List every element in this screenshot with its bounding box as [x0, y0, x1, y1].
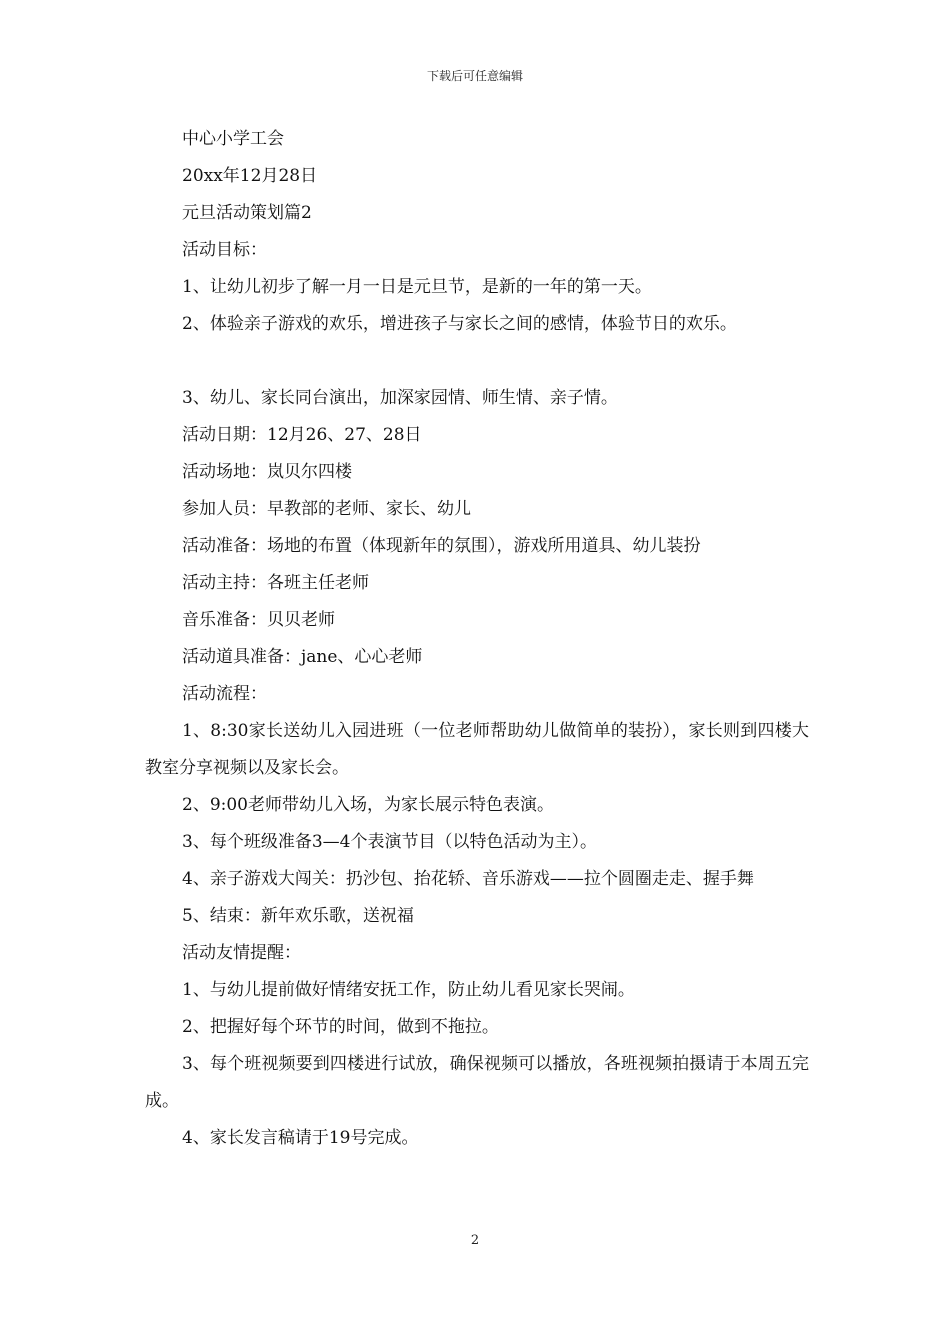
process-step-1: 1、8:30家长送幼儿入园进班（一位老师帮助幼儿做简单的装扮），家长则到四楼大教室分享视频以及家长会。: [145, 721, 809, 778]
process-step-3: 3、每个班级准备3—4个表演节目（以特色活动为主）。: [182, 832, 597, 852]
reminder-item-2: 2、把握好每个环节的时间，做到不拖拉。: [182, 1017, 499, 1037]
reminder-item-4: 4、家长发言稿请于19号完成。: [182, 1128, 419, 1148]
objective-item-2: 2、体验亲子游戏的欢乐，增进孩子与家长之间的感情，体验节日的欢乐。: [182, 314, 737, 334]
activity-preparation: 活动准备：场地的布置（体现新年的氛围），游戏所用道具、幼儿装扮: [182, 536, 701, 556]
props-preparation: 活动道具准备：jane、心心老师: [182, 647, 423, 667]
participants: 参加人员：早教部的老师、家长、幼儿: [182, 499, 471, 519]
page-header-note: 下载后可任意编辑: [426, 69, 523, 83]
organization-signature: 中心小学工会: [182, 129, 284, 149]
objectives-heading: 活动目标：: [182, 240, 267, 260]
reminders-heading: 活动友情提醒：: [182, 943, 301, 963]
reminder-item-3: 3、每个班视频要到四楼进行试放，确保视频可以播放，各班视频拍摄请于本周五完成。: [145, 1054, 809, 1111]
activity-host: 活动主持：各班主任老师: [182, 573, 369, 593]
objective-item-3: 3、幼儿、家长同台演出，加深家园情、师生情、亲子情。: [182, 388, 618, 408]
process-step-5: 5、结束：新年欢乐歌，送祝福: [182, 906, 414, 926]
paragraph-gap: [145, 343, 809, 380]
signature-date: 20xx年12月28日: [182, 166, 318, 186]
activity-date: 活动日期：12月26、27、28日: [182, 425, 422, 445]
process-step-2: 2、9:00老师带幼儿入场，为家长展示特色表演。: [182, 795, 554, 815]
page-number: 2: [470, 1233, 480, 1248]
section-title: 元旦活动策划篇2: [182, 203, 312, 223]
objective-item-1: 1、让幼儿初步了解一月一日是元旦节，是新的一年的第一天。: [182, 277, 652, 297]
reminder-item-1: 1、与幼儿提前做好情绪安抚工作，防止幼儿看见家长哭闹。: [182, 980, 635, 1000]
activity-venue: 活动场地：岚贝尔四楼: [182, 462, 352, 482]
process-step-4: 4、亲子游戏大闯关：扔沙包、抬花轿、音乐游戏——拉个圆圈走走、握手舞: [182, 869, 754, 889]
process-heading: 活动流程：: [182, 684, 267, 704]
document-body: [145, 121, 809, 1157]
music-preparation: 音乐准备：贝贝老师: [182, 610, 335, 630]
